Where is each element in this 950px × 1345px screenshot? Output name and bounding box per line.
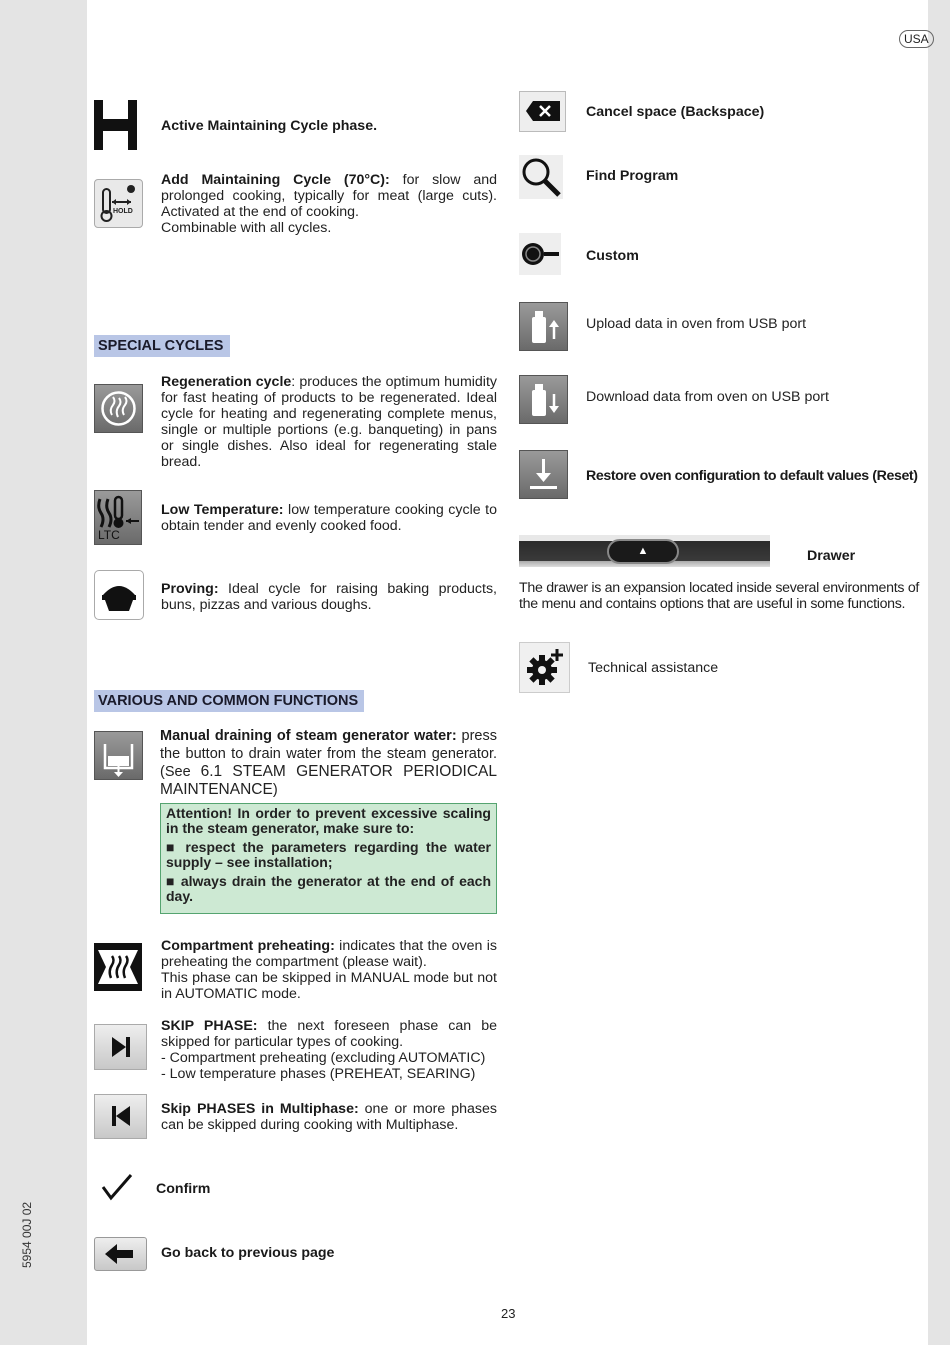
low-temperature-text: Low Temperature: low temperature cooking cycle to obtain tender and evenly cooked food. <box>161 502 497 534</box>
proving-text: Proving: Ideal cycle for raising baking products, buns, pizzas and various doughs. <box>161 581 497 613</box>
various-functions-heading: VARIOUS AND COMMON FUNCTIONS <box>94 690 364 712</box>
confirm-title: Confirm <box>156 1181 211 1197</box>
attention-line: Attention! In order to prevent excessive scaling in the steam generator, make sure to: <box>166 805 491 836</box>
find-program-title: Find Program <box>586 168 679 184</box>
drawer-title: Drawer <box>807 548 856 564</box>
region-badge: USA <box>899 30 934 48</box>
special-cycles-heading: SPECIAL CYCLES <box>94 335 230 357</box>
active-maintaining-title: Active Maintaining Cycle phase. <box>161 118 378 134</box>
page-number: 23 <box>501 1306 516 1321</box>
drawer-toggle-icon[interactable]: ▲ <box>607 539 679 564</box>
compartment-preheating-icon <box>94 943 142 991</box>
skip-forward-icon[interactable] <box>94 1024 147 1070</box>
attention-bullet: ■ always drain the generator at the end of each day. <box>166 873 491 904</box>
add-maintaining-text: Add Maintaining Cycle (70°C): for slow and prolonged cooking, typically for meat (large cuts). Activated at the end of cooking. Combinable with all cycles. <box>161 172 498 236</box>
manual-draining-text: Manual draining of steam generator water: press the button to drain water from the steam generator. (See 6.1 STEAM GENERATOR PERIODICAL MAINTENANCE) <box>160 728 497 798</box>
drain-water-icon <box>94 731 143 780</box>
low-temperature-icon <box>94 490 142 545</box>
drawer-text: The drawer is an expansion located inside several environments of the menu and contains options that are useful in some functions. <box>519 580 920 612</box>
upload-usb-title: Upload data in oven from USB port <box>586 316 807 332</box>
ltc-icon-text: LTC <box>98 528 120 542</box>
attention-bullet: ■ respect the parameters regarding the water supply – see installation; <box>166 839 491 870</box>
custom-icon[interactable] <box>519 233 561 275</box>
backspace-title: Cancel space (Backspace) <box>586 104 765 120</box>
hold-thermometer-icon <box>94 179 143 228</box>
download-usb-title: Download data from oven on USB port <box>586 389 829 405</box>
go-back-title: Go back to previous page <box>161 1245 335 1261</box>
usb-download-icon[interactable] <box>519 375 568 424</box>
regeneration-text: Regeneration cycle: produces the optimum humidity for fast heating of products to be regenerated. Ideal cycle for heating and regenerating complete menus, single or multiple portions (e.g. banqueting) in pans or single dishes. Also ideal for regenerating stale bread. <box>161 374 497 470</box>
regeneration-icon <box>94 384 143 433</box>
drawer-bar[interactable] <box>519 535 770 567</box>
skip-phases-multiphase-text: Skip PHASES in Multiphase: one or more phases can be skipped during cooking with Multiphase. <box>161 1101 497 1133</box>
technical-assistance-title: Technical assistance <box>588 660 719 676</box>
skip-back-icon[interactable] <box>94 1094 147 1139</box>
custom-title: Custom <box>586 248 639 264</box>
hold-phase-icon <box>94 100 137 150</box>
backspace-icon[interactable] <box>519 91 566 132</box>
document-code: 5954 00J 02 <box>20 1201 34 1268</box>
search-icon[interactable] <box>519 155 563 199</box>
gear-plus-icon[interactable] <box>519 642 570 693</box>
reset-title: Restore oven configuration to default values (Reset) <box>586 468 918 484</box>
attention-box <box>160 803 497 914</box>
checkmark-icon[interactable] <box>100 1172 134 1202</box>
hold-icon-text: HOLD <box>113 208 133 215</box>
usb-upload-icon[interactable] <box>519 302 568 351</box>
reset-icon[interactable] <box>519 450 568 499</box>
skip-phase-text: SKIP PHASE: the next foreseen phase can be skipped for particular types of cooking. - Compartment preheating (excluding AUTOMATIC) - Low temperature phases (PREHEAT, SEARING) <box>161 1018 497 1082</box>
compartment-preheating-text: Compartment preheating: indicates that the oven is preheating the compartment (please wait). This phase can be skipped in MANUAL mode but not in AUTOMATIC mode. <box>161 938 497 1002</box>
page-margin <box>928 0 950 1345</box>
proving-icon <box>94 570 144 620</box>
back-arrow-icon[interactable] <box>94 1237 147 1271</box>
